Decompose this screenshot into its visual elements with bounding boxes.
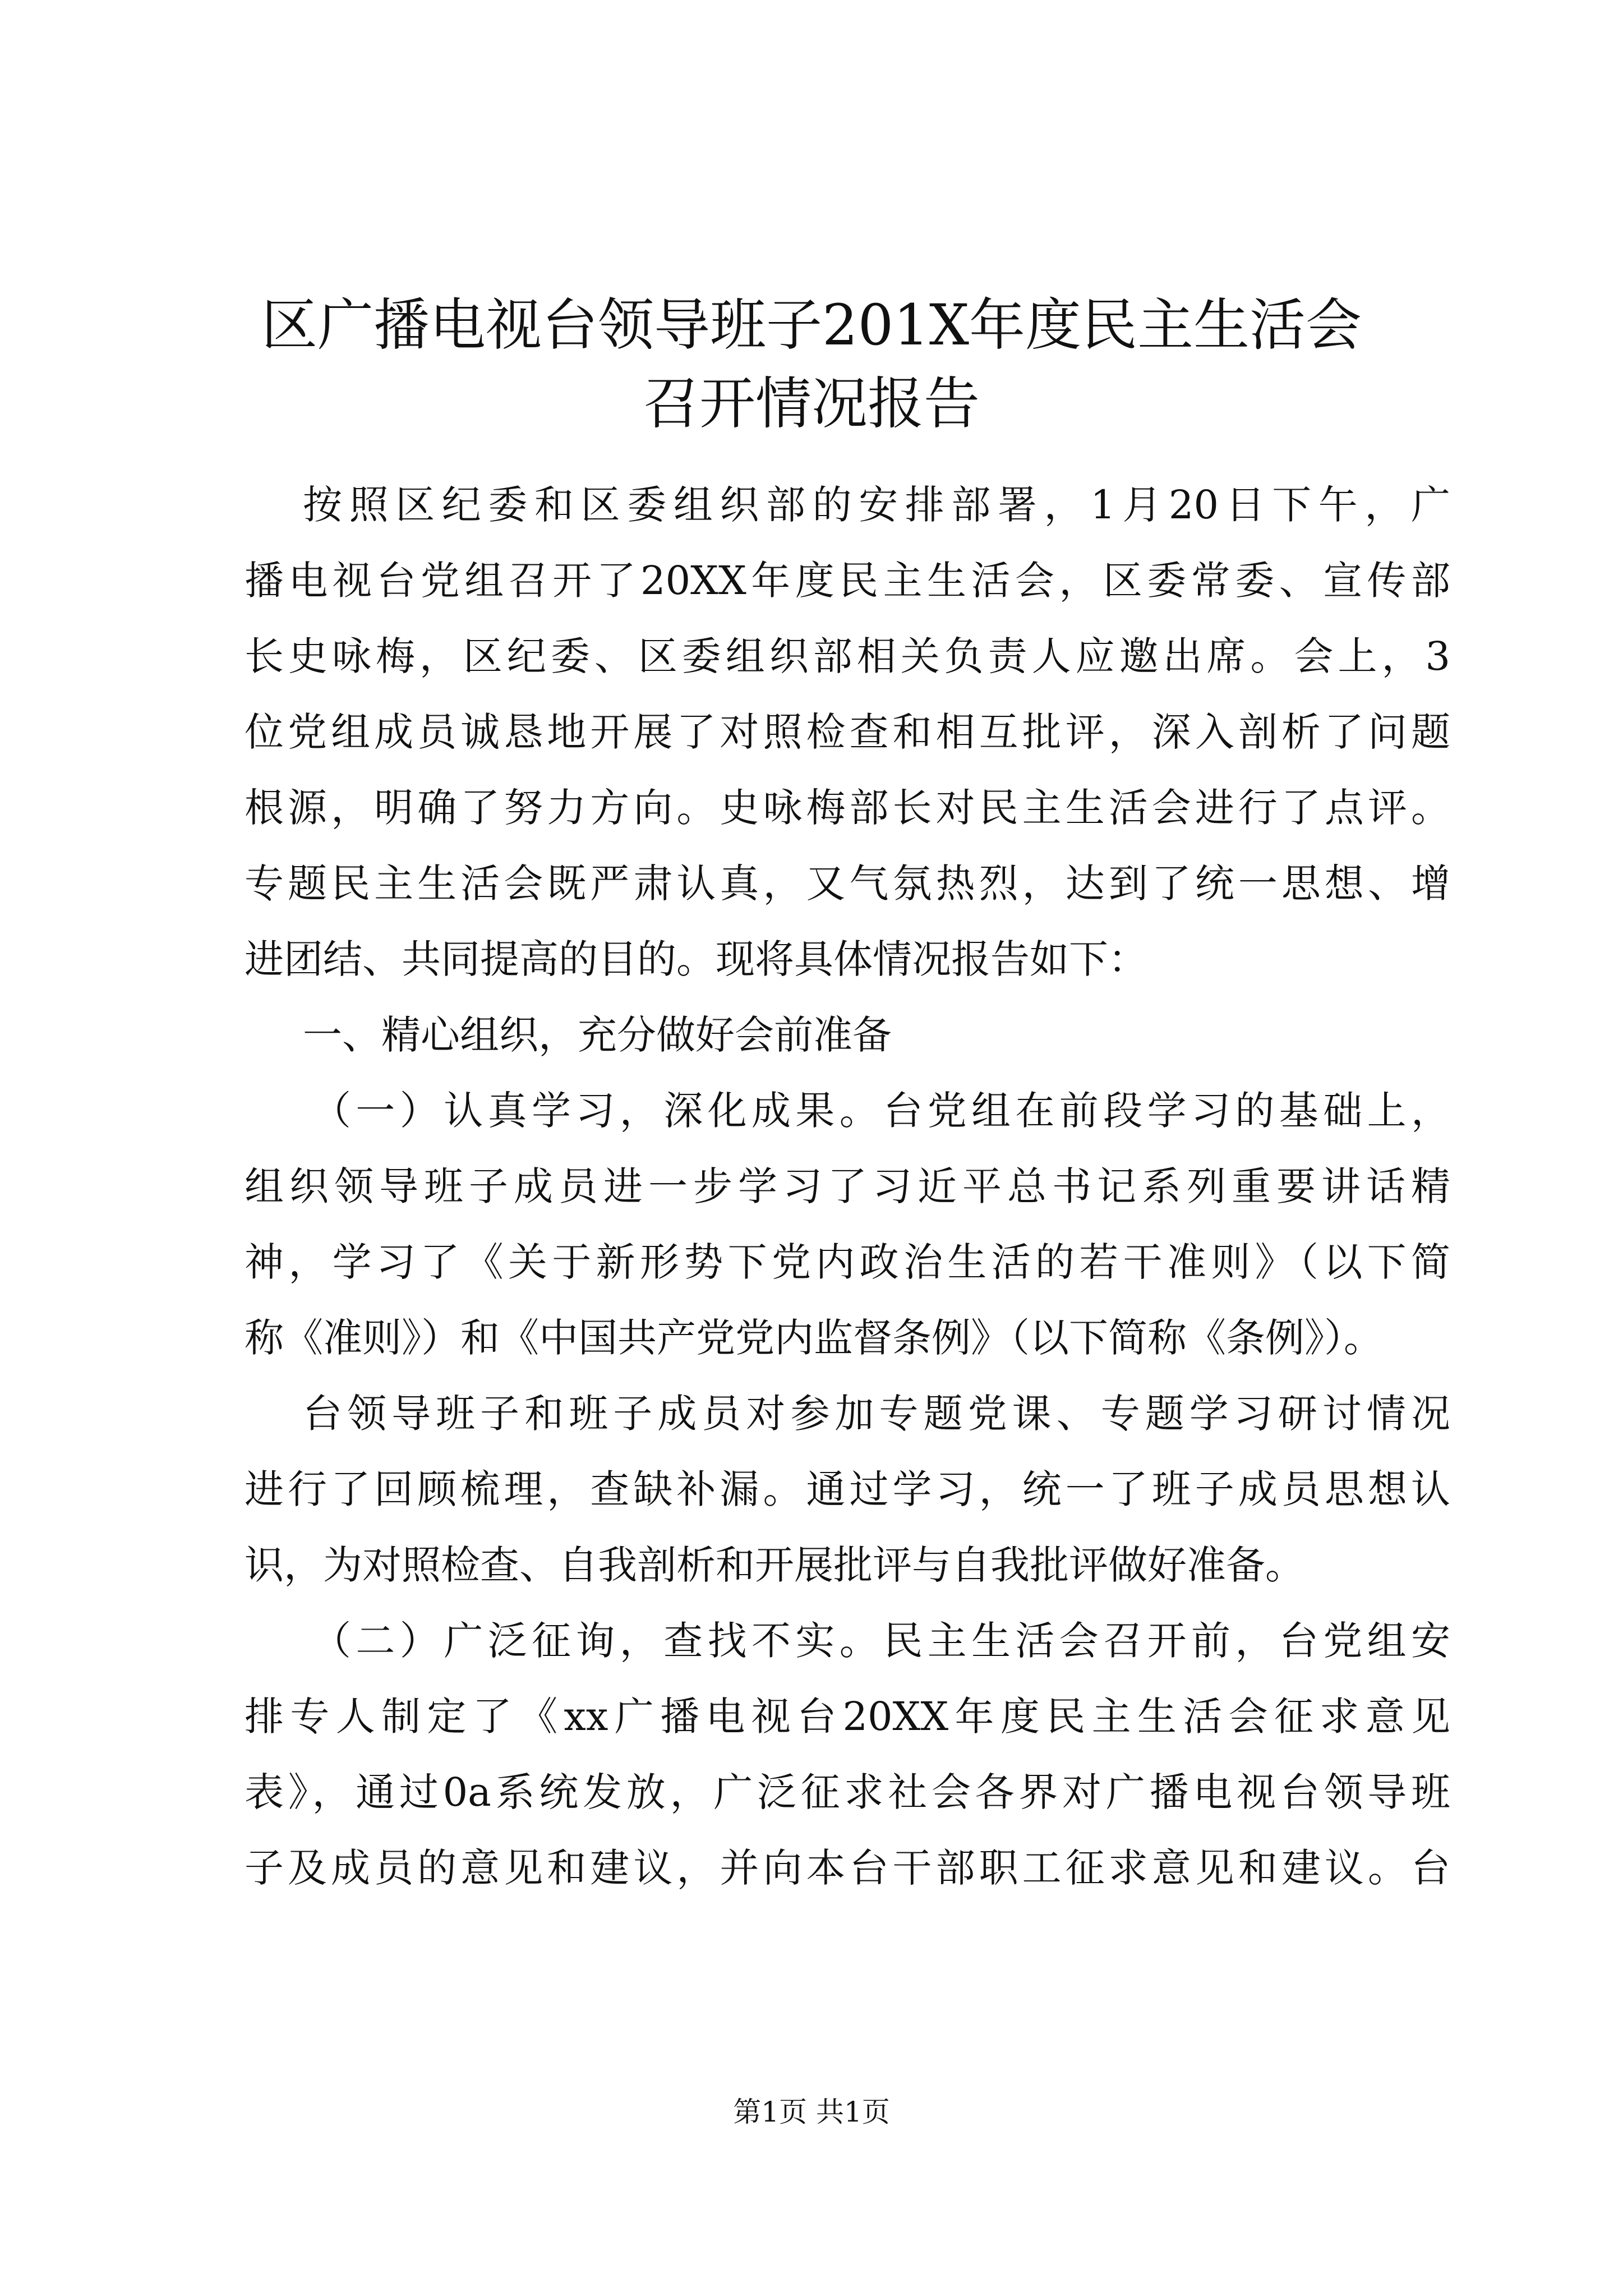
page-footer: 第1页 共1页	[733, 2096, 890, 2128]
paragraph-line: 按照区纪委和区委组织部的安排部署，1月20日下午，广	[303, 482, 1450, 528]
paragraph-line: 进行了回顾梳理，查缺补漏。通过学习，统一了班子成员思想认	[245, 1466, 1450, 1512]
document-title-line-1: 区广播电视台领导班子201X年度民主生活会	[261, 292, 1362, 358]
paragraph-line: 称《准则》）和《中国共产党党内监督条例》（以下简称《条例》）。	[245, 1315, 1383, 1361]
paragraph-line: （一）认真学习，深化成果。台党组在前段学习的基础上，	[312, 1088, 1450, 1134]
paragraph-line: 播电视台党组召开了20XX年度民主生活会，区委常委、宣传部	[245, 558, 1450, 604]
paragraph-line: （二）广泛征询，查找不实。民主生活会召开前，台党组安	[312, 1618, 1450, 1664]
paragraph-line: 长史咏梅，区纪委、区委组织部相关负责人应邀出席。会上，3	[245, 633, 1450, 679]
section-heading: 一、精心组织，充分做好会前准备	[303, 1012, 892, 1058]
paragraph-line: 台领导班子和班子成员对参加专题党课、专题学习研讨情况	[303, 1391, 1450, 1437]
paragraph-line: 排专人制定了《xx广播电视台20XX年度民主生活会征求意见	[245, 1694, 1450, 1740]
paragraph-line: 进团结、共同提高的目的。现将具体情况报告如下：	[245, 936, 1147, 982]
paragraph-line: 根源，明确了努力方向。史咏梅部长对民主生活会进行了点评。	[245, 785, 1450, 831]
paragraph-line: 专题民主生活会既严肃认真，又气氛热烈，达到了统一思想、增	[245, 861, 1450, 907]
paragraph-line: 位党组成员诚恳地开展了对照检查和相互批评，深入剖析了问题	[245, 709, 1450, 755]
paragraph-line: 神，学习了《关于新形势下党内政治生活的若干准则》（以下简	[245, 1239, 1450, 1285]
paragraph-line: 表》，通过0a系统发放，广泛征求社会各界对广播电视台领导班	[245, 1769, 1450, 1815]
paragraph-line: 识，为对照检查、自我剖析和开展批评与自我批评做好准备。	[245, 1542, 1304, 1588]
document-title-line-2: 召开情况报告	[643, 371, 980, 436]
paragraph-line: 子及成员的意见和建议，并向本台干部职工征求意见和建议。台	[245, 1845, 1450, 1891]
paragraph-line: 组织领导班子成员进一步学习了习近平总书记系列重要讲话精	[245, 1163, 1450, 1209]
